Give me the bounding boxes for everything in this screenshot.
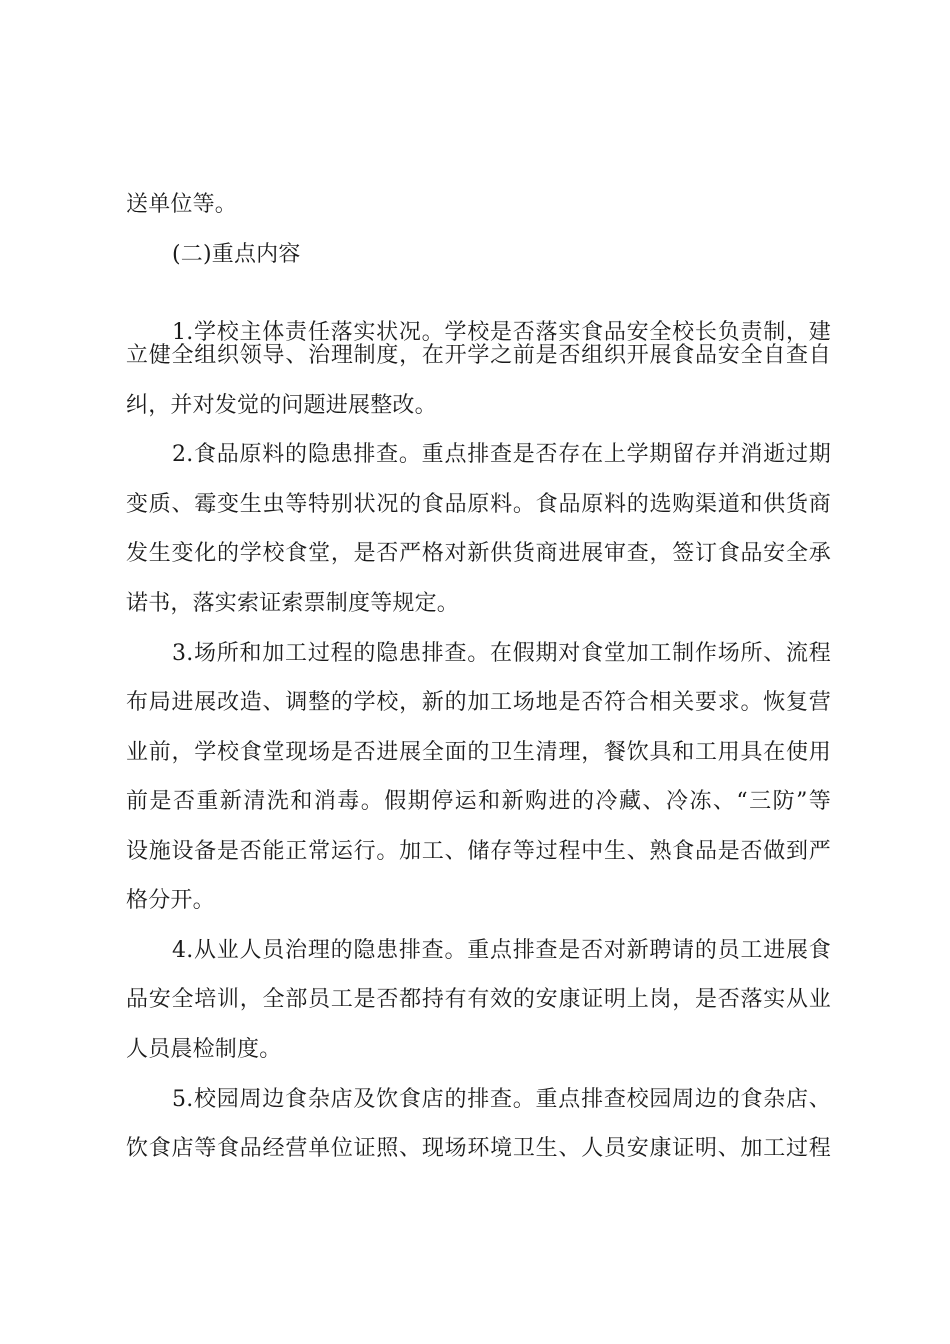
text-line: 设施设备是否能正常运行。加工、储存等过程中生、熟食品是否做到严 bbox=[126, 839, 831, 864]
text-line: 业前，学校食堂现场是否进展全面的卫生清理，餐饮具和工用具在使用 bbox=[126, 740, 831, 765]
text-line: 变质、霉变生虫等特别状况的食品原料。食品原料的选购渠道和供货商 bbox=[126, 492, 831, 517]
text-line: 3.场所和加工过程的隐患排查。在假期对食堂加工制作场所、流程 bbox=[172, 641, 831, 666]
text-line: 诺书，落实索证索票制度等规定。 bbox=[126, 591, 460, 616]
text-line: 立健全组织领导、治理制度，在开学之前是否组织开展食品安全自查自 bbox=[126, 343, 831, 368]
text-line: 布局进展改造、调整的学校，新的加工场地是否符合相关要求。恢复营 bbox=[126, 690, 831, 715]
text-line: 发生变化的学校食堂，是否严格对新供货商进展审查，签订食品安全承 bbox=[126, 541, 831, 566]
section-heading: (二)重点内容 bbox=[172, 242, 301, 267]
text-line: 人员晨检制度。 bbox=[126, 1037, 282, 1062]
text-line: 饮食店等食品经营单位证照、现场环境卫生、人员安康证明、加工过程 bbox=[126, 1136, 831, 1161]
text-line: 1.学校主体责任落实状况。学校是否落实食品安全校长负责制，建 bbox=[172, 320, 831, 345]
text-line: 前是否重新清洗和消毒。假期停运和新购进的冷藏、冷冻、“三防”等 bbox=[126, 789, 831, 814]
text-line: 格分开。 bbox=[126, 888, 215, 913]
text-line: 纠，并对发觉的问题进展整改。 bbox=[126, 393, 437, 418]
text-line: 5.校园周边食杂店及饮食店的排查。重点排查校园周边的食杂店、 bbox=[172, 1087, 831, 1112]
text-line: 4.从业人员治理的隐患排查。重点排查是否对新聘请的员工进展食 bbox=[172, 938, 831, 963]
text-line: 送单位等。 bbox=[126, 192, 238, 217]
text-line: 2.食品原料的隐患排查。重点排查是否存在上学期留存并消逝过期 bbox=[172, 442, 831, 467]
text-line: 品安全培训，全部员工是否都持有有效的安康证明上岗，是否落实从业 bbox=[126, 987, 831, 1012]
